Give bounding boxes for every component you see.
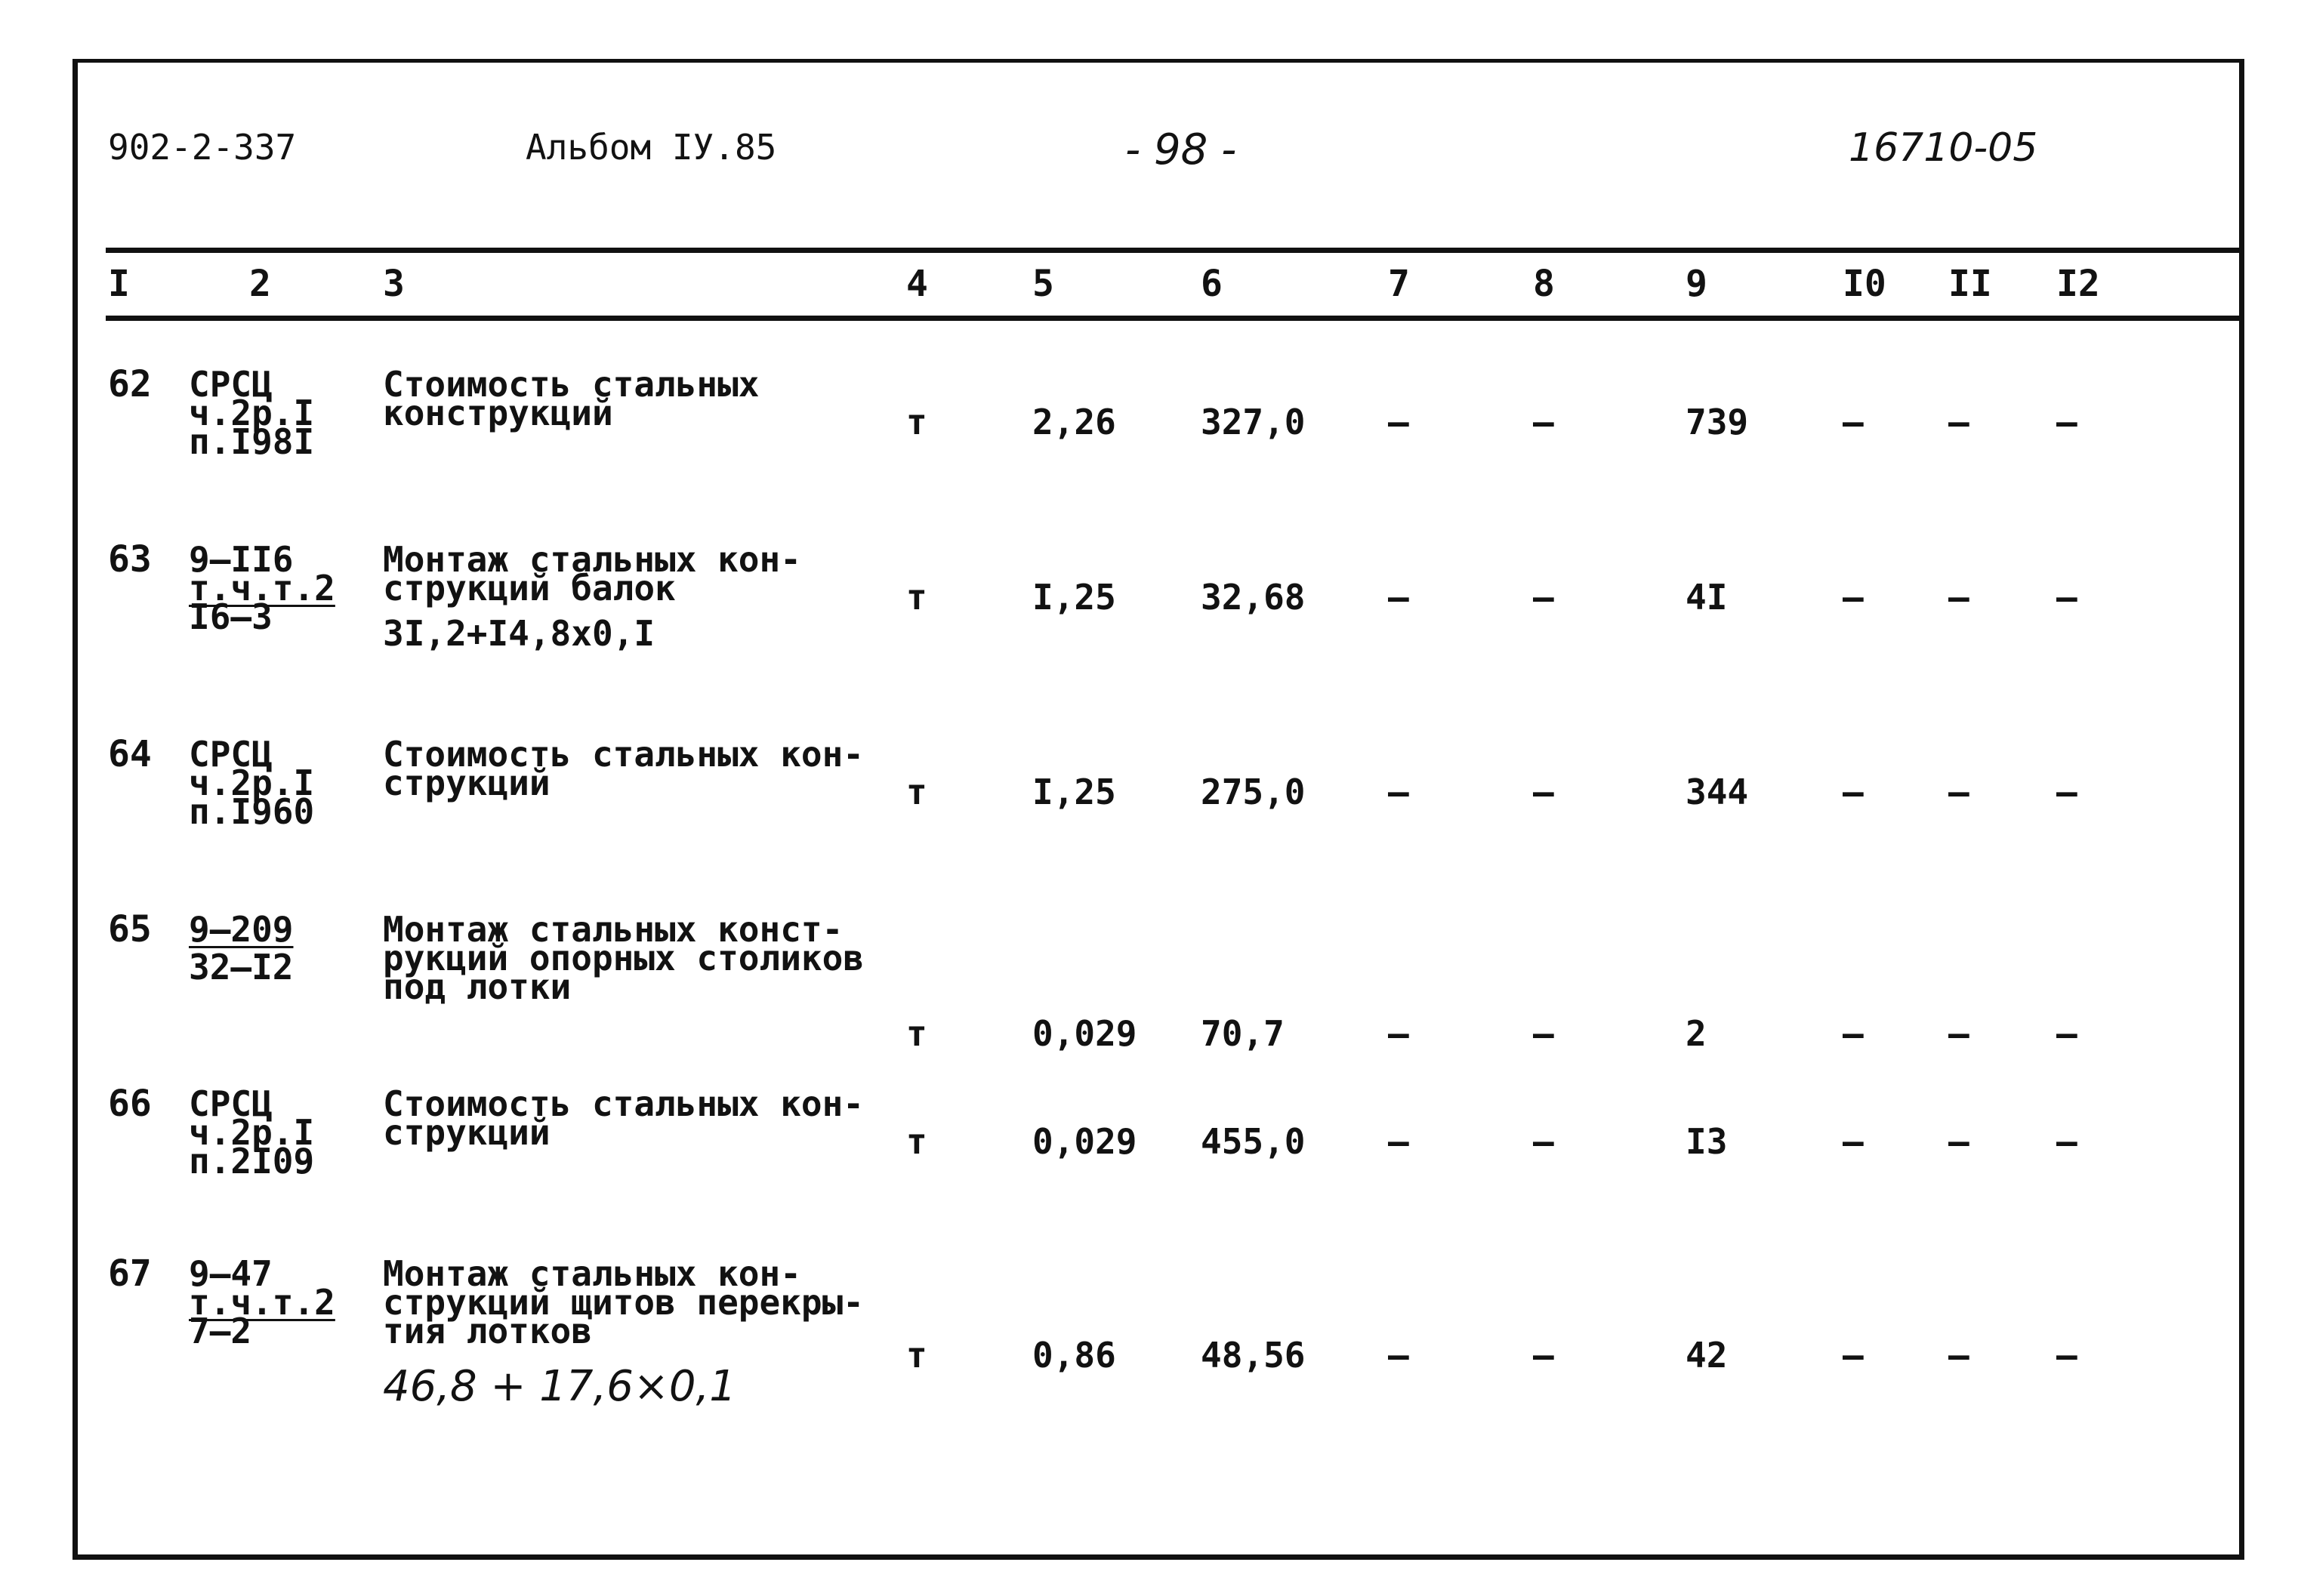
album-label: Альбом IУ.85 [526,127,777,168]
unit-price: 48,56 [1201,1335,1306,1376]
column-number-6: 6 [1201,263,1223,305]
total: I3 [1686,1121,1728,1162]
quantity: I,25 [1032,772,1116,812]
col-12: – [2056,1013,2077,1054]
norm-code-line: т.ч.т.2 [189,568,335,609]
unit-price: 455,0 [1201,1121,1306,1162]
col-8: – [1533,577,1554,618]
column-number-8: 8 [1533,263,1555,305]
unit-price: 275,0 [1201,772,1306,812]
unit: т [906,577,927,618]
col-7: – [1388,1335,1409,1376]
row-number: 65 [108,908,152,951]
unit: т [906,1121,927,1162]
col-11: – [1948,1121,1969,1162]
col-7: – [1388,1013,1409,1054]
column-number-10: I0 [1843,263,1886,305]
column-number-9: 9 [1686,263,1707,305]
total: 739 [1686,402,1749,442]
column-number-7: 7 [1388,263,1410,305]
norm-code-line: п.2I09 [189,1141,315,1182]
col-8: – [1533,402,1554,442]
work-description-line: струкций балок [383,568,676,609]
col-12: – [2056,402,2077,442]
col-11: – [1948,1335,1969,1376]
column-number-11: II [1948,263,1992,305]
quantity: I,25 [1032,577,1116,618]
col-8: – [1533,1335,1554,1376]
col-7: – [1388,1121,1409,1162]
total: 4I [1686,577,1728,618]
norm-code-line: 9–II6 [189,539,294,580]
norm-code-line: п.I98I [189,421,315,462]
quantity: 0,029 [1032,1121,1137,1162]
norm-code-line: п.I960 [189,791,315,832]
norm-code-line: 32–I2 [189,947,294,987]
column-number-3: 3 [383,263,405,305]
work-description-line: струкций [383,763,551,803]
column-number-2: 2 [249,263,271,305]
col-10: – [1843,1013,1864,1054]
col-10: – [1843,402,1864,442]
col-7: – [1388,577,1409,618]
col-12: – [2056,1335,2077,1376]
unit: т [906,772,927,812]
row-number: 67 [108,1252,152,1295]
work-description-line: Стоимость стальных кон- [383,1083,864,1124]
work-description-line: Монтаж стальных конст- [383,909,844,950]
sheet-code: 16710-05 [1849,125,2038,171]
col-11: – [1948,402,1969,442]
quantity: 2,26 [1032,402,1116,442]
row-number: 64 [108,733,152,775]
norm-code-line: т.ч.т.2 [189,1282,335,1323]
row-number: 63 [108,538,152,581]
col-10: – [1843,1121,1864,1162]
work-description-line: Стоимость стальных кон- [383,734,864,775]
norm-code-line: ч.2р.I [189,1112,315,1153]
norm-code-line: I6–3 [189,596,273,637]
unit-price: 70,7 [1201,1013,1285,1054]
quantity: 0,86 [1032,1335,1116,1376]
quantity: 0,029 [1032,1013,1137,1054]
total: 42 [1686,1335,1728,1376]
project-code: 902-2-337 [108,127,297,168]
norm-code-line: ч.2р.I [189,763,315,803]
unit: т [906,402,927,442]
row-number: 66 [108,1083,152,1125]
work-description-line: Монтаж стальных кон- [383,1253,801,1294]
norm-code-line: ч.2р.I [189,393,315,433]
calculation-note: 46,8 + 17,6×0,1 [383,1362,736,1411]
col-12: – [2056,772,2077,812]
col-11: – [1948,772,1969,812]
norm-code-line: 9–47 [189,1253,273,1294]
column-number-1: I [108,263,130,305]
norm-code-line: СРСЦ [189,734,273,775]
header-rule [106,248,2243,253]
calculation-note: 3I,2+I4,8х0,I [383,613,655,654]
unit-price: 32,68 [1201,577,1306,618]
norm-code-line: СРСЦ [189,364,273,405]
unit-price: 327,0 [1201,402,1306,442]
work-description-line: под лотки [383,966,572,1007]
col-8: – [1533,1013,1554,1054]
work-description-line: конструкций [383,393,613,433]
work-description-line: Монтаж стальных кон- [383,539,801,580]
total: 2 [1686,1013,1707,1054]
work-description-line: струкций [383,1112,551,1153]
unit: т [906,1013,927,1054]
page-number: - 98 - [1125,125,1237,174]
column-number-5: 5 [1032,263,1054,305]
column-header-rule [106,316,2243,321]
col-7: – [1388,402,1409,442]
norm-code-line: 7–2 [189,1311,252,1351]
col-8: – [1533,1121,1554,1162]
col-11: – [1948,577,1969,618]
work-description-line: тия лотков [383,1311,592,1351]
col-11: – [1948,1013,1969,1054]
col-10: – [1843,577,1864,618]
norm-code-line: 9–209 [189,909,294,950]
col-12: – [2056,1121,2077,1162]
unit: т [906,1335,927,1376]
column-number-4: 4 [906,263,928,305]
total: 344 [1686,772,1749,812]
work-description-line: струкций щитов перекры- [383,1282,864,1323]
col-8: – [1533,772,1554,812]
work-description-line: Стоимость стальных [383,364,760,405]
col-12: – [2056,577,2077,618]
norm-code-line: СРСЦ [189,1083,273,1124]
row-number: 62 [108,363,152,405]
col-10: – [1843,772,1864,812]
column-number-12: I2 [2056,263,2100,305]
col-10: – [1843,1335,1864,1376]
work-description-line: рукций опорных столиков [383,938,864,978]
col-7: – [1388,772,1409,812]
